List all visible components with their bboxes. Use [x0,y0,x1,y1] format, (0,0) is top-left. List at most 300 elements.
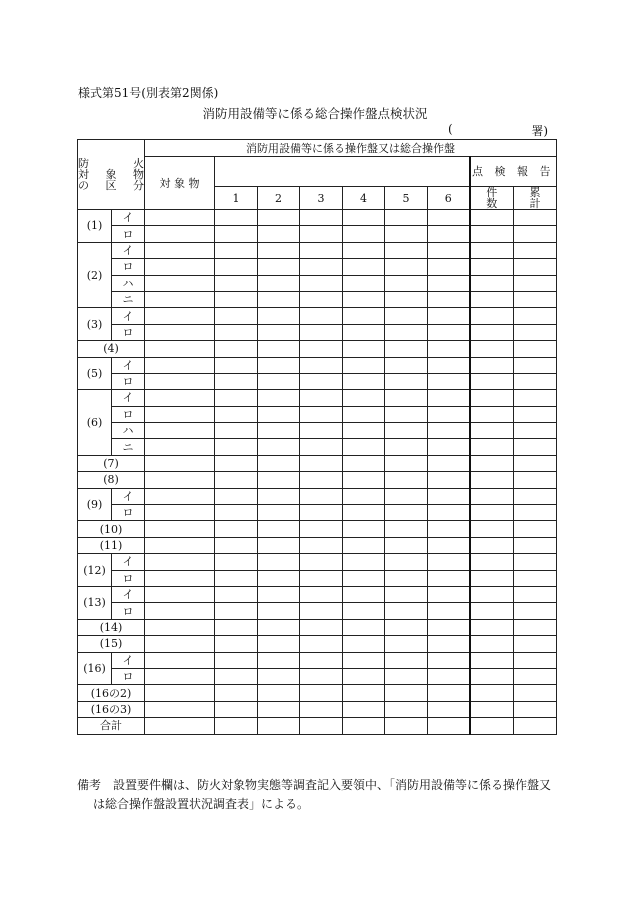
cell-requirement[interactable] [428,455,470,471]
cell-requirement[interactable] [385,619,428,635]
cell-requirement[interactable] [385,308,428,324]
cell-target[interactable] [145,570,215,586]
table-row [78,701,557,717]
cell-cumulative[interactable] [514,275,557,291]
cell-requirement[interactable] [258,668,300,684]
cell-cumulative[interactable] [514,505,557,521]
cell-requirement[interactable] [215,668,258,684]
cell-cumulative[interactable] [514,685,557,701]
cell-requirement[interactable] [258,570,300,586]
cell-target[interactable] [145,439,215,455]
cell-requirement[interactable] [258,275,300,291]
cell-target[interactable] [145,521,215,537]
cell-requirement[interactable] [343,373,385,389]
cell-requirement[interactable] [300,636,343,652]
cell-requirement[interactable] [385,505,428,521]
cell-target[interactable] [145,406,215,422]
cell-target[interactable] [145,242,215,258]
cell-count[interactable] [470,210,514,226]
cell-requirement[interactable] [385,406,428,422]
cell-requirement[interactable] [258,455,300,471]
cell-requirement[interactable] [215,324,258,340]
cell-requirement[interactable] [215,701,258,717]
cell-requirement[interactable] [215,406,258,422]
cell-requirement[interactable] [385,652,428,668]
cell-requirement[interactable] [428,619,470,635]
cell-cumulative[interactable] [514,455,557,471]
cell-target[interactable] [145,685,215,701]
cell-requirement[interactable] [343,603,385,619]
cell-count[interactable] [470,685,514,701]
cell-target[interactable] [145,619,215,635]
cell-cumulative[interactable] [514,652,557,668]
cell-requirement[interactable] [428,488,470,504]
cell-requirement[interactable] [300,668,343,684]
cell-count[interactable] [470,357,514,373]
cell-requirement[interactable] [258,390,300,406]
cell-requirement[interactable] [343,275,385,291]
cell-count[interactable] [470,455,514,471]
cell-requirement[interactable] [300,275,343,291]
cell-requirement[interactable] [300,718,343,734]
cell-requirement[interactable] [385,718,428,734]
cell-requirement[interactable] [215,210,258,226]
cell-requirement[interactable] [428,505,470,521]
cell-requirement[interactable] [343,390,385,406]
cell-requirement[interactable] [300,488,343,504]
cell-requirement[interactable] [215,275,258,291]
cell-requirement[interactable] [258,226,300,242]
cell-requirement[interactable] [428,472,470,488]
cell-count[interactable] [470,275,514,291]
cell-count[interactable] [470,291,514,307]
cell-requirement[interactable] [428,701,470,717]
cell-requirement[interactable] [385,685,428,701]
cell-count[interactable] [470,373,514,389]
cell-count[interactable] [470,554,514,570]
cell-requirement[interactable] [428,570,470,586]
cell-requirement[interactable] [258,472,300,488]
cell-target[interactable] [145,701,215,717]
cell-requirement[interactable] [300,406,343,422]
cell-count[interactable] [470,324,514,340]
cell-requirement[interactable] [385,226,428,242]
cell-count[interactable] [470,586,514,602]
cell-requirement[interactable] [258,439,300,455]
cell-requirement[interactable] [385,636,428,652]
cell-requirement[interactable] [300,242,343,258]
cell-requirement[interactable] [428,226,470,242]
cell-requirement[interactable] [428,423,470,439]
cell-requirement[interactable] [258,488,300,504]
cell-count[interactable] [470,226,514,242]
cell-target[interactable] [145,390,215,406]
cell-target[interactable] [145,472,215,488]
cell-requirement[interactable] [428,586,470,602]
cell-requirement[interactable] [215,373,258,389]
cell-cumulative[interactable] [514,521,557,537]
cell-target[interactable] [145,275,215,291]
cell-requirement[interactable] [215,242,258,258]
cell-requirement[interactable] [428,718,470,734]
cell-target[interactable] [145,291,215,307]
cell-target[interactable] [145,324,215,340]
cell-cumulative[interactable] [514,586,557,602]
cell-requirement[interactable] [300,521,343,537]
cell-requirement[interactable] [300,373,343,389]
cell-requirement[interactable] [258,586,300,602]
cell-requirement[interactable] [258,718,300,734]
cell-count[interactable] [470,603,514,619]
cell-requirement[interactable] [385,390,428,406]
cell-requirement[interactable] [343,685,385,701]
cell-target[interactable] [145,537,215,553]
cell-target[interactable] [145,668,215,684]
cell-requirement[interactable] [428,210,470,226]
cell-requirement[interactable] [215,259,258,275]
cell-requirement[interactable] [258,619,300,635]
cell-requirement[interactable] [300,439,343,455]
cell-target[interactable] [145,455,215,471]
cell-target[interactable] [145,488,215,504]
cell-requirement[interactable] [215,308,258,324]
cell-requirement[interactable] [258,291,300,307]
cell-requirement[interactable] [300,308,343,324]
cell-requirement[interactable] [300,291,343,307]
cell-count[interactable] [470,423,514,439]
cell-cumulative[interactable] [514,390,557,406]
cell-requirement[interactable] [343,570,385,586]
cell-requirement[interactable] [385,554,428,570]
cell-cumulative[interactable] [514,324,557,340]
cell-requirement[interactable] [215,472,258,488]
cell-target[interactable] [145,603,215,619]
cell-requirement[interactable] [258,636,300,652]
cell-requirement[interactable] [428,636,470,652]
cell-cumulative[interactable] [514,619,557,635]
cell-count[interactable] [470,259,514,275]
cell-requirement[interactable] [343,406,385,422]
cell-requirement[interactable] [343,324,385,340]
cell-requirement[interactable] [215,554,258,570]
cell-requirement[interactable] [215,341,258,357]
cell-count[interactable] [470,390,514,406]
cell-target[interactable] [145,586,215,602]
cell-requirement[interactable] [428,242,470,258]
cell-requirement[interactable] [343,242,385,258]
req-col-1: 1 [215,187,258,210]
cell-requirement[interactable] [428,537,470,553]
cell-cumulative[interactable] [514,373,557,389]
cell-requirement[interactable] [258,603,300,619]
cell-count[interactable] [470,439,514,455]
cell-target[interactable] [145,357,215,373]
cell-requirement[interactable] [343,488,385,504]
cell-requirement[interactable] [428,324,470,340]
cell-requirement[interactable] [300,455,343,471]
cell-cumulative[interactable] [514,718,557,734]
report-header: 点 検 報 告 [470,157,557,187]
cell-requirement[interactable] [258,701,300,717]
cell-requirement[interactable] [343,505,385,521]
cell-requirement[interactable] [215,455,258,471]
cell-requirement[interactable] [215,652,258,668]
cell-requirement[interactable] [215,291,258,307]
cell-requirement[interactable] [300,357,343,373]
cell-count[interactable] [470,308,514,324]
cell-requirement[interactable] [385,488,428,504]
cell-requirement[interactable] [428,357,470,373]
cell-requirement[interactable] [343,455,385,471]
cell-count[interactable] [470,242,514,258]
cell-requirement[interactable] [215,570,258,586]
cell-requirement[interactable] [215,226,258,242]
cell-requirement[interactable] [300,505,343,521]
cell-requirement[interactable] [300,259,343,275]
cell-requirement[interactable] [385,521,428,537]
cell-cumulative[interactable] [514,439,557,455]
cell-requirement[interactable] [343,259,385,275]
cell-cumulative[interactable] [514,537,557,553]
cell-requirement[interactable] [300,685,343,701]
cell-count[interactable] [470,652,514,668]
cell-requirement[interactable] [428,652,470,668]
cell-cumulative[interactable] [514,701,557,717]
cell-requirement[interactable] [343,718,385,734]
cell-target[interactable] [145,341,215,357]
cell-cumulative[interactable] [514,488,557,504]
cell-cumulative[interactable] [514,357,557,373]
cell-requirement[interactable] [385,701,428,717]
cell-requirement[interactable] [428,291,470,307]
cell-requirement[interactable] [385,275,428,291]
cell-requirement[interactable] [258,373,300,389]
cell-target[interactable] [145,505,215,521]
table-row [78,505,557,521]
cell-requirement[interactable] [215,423,258,439]
cell-cumulative[interactable] [514,406,557,422]
cell-requirement[interactable] [385,668,428,684]
fire-class-label: (7) [78,455,145,471]
cell-requirement[interactable] [385,586,428,602]
cell-requirement[interactable] [385,455,428,471]
cell-count[interactable] [470,619,514,635]
cell-requirement[interactable] [343,210,385,226]
cell-requirement[interactable] [300,226,343,242]
cell-requirement[interactable] [343,226,385,242]
cell-requirement[interactable] [258,341,300,357]
cell-requirement[interactable] [258,324,300,340]
cell-count[interactable] [470,488,514,504]
cell-requirement[interactable] [385,324,428,340]
cell-target[interactable] [145,423,215,439]
cell-requirement[interactable] [215,718,258,734]
cell-cumulative[interactable] [514,242,557,258]
cell-requirement[interactable] [385,210,428,226]
cell-requirement[interactable] [215,439,258,455]
cell-requirement[interactable] [300,554,343,570]
cell-requirement[interactable] [258,406,300,422]
cell-count[interactable] [470,406,514,422]
cell-requirement[interactable] [428,406,470,422]
cumulative-header: 累 計 [514,187,557,210]
cell-requirement[interactable] [300,210,343,226]
table-row [78,423,557,439]
cell-count[interactable] [470,701,514,717]
cell-cumulative[interactable] [514,308,557,324]
cell-requirement[interactable] [428,685,470,701]
cell-count[interactable] [470,472,514,488]
cell-cumulative[interactable] [514,291,557,307]
cell-target[interactable] [145,718,215,734]
cell-requirement[interactable] [385,341,428,357]
cell-target[interactable] [145,226,215,242]
cell-count[interactable] [470,668,514,684]
cell-cumulative[interactable] [514,668,557,684]
cell-requirement[interactable] [343,472,385,488]
cell-requirement[interactable] [428,603,470,619]
cell-requirement[interactable] [215,685,258,701]
cell-requirement[interactable] [385,423,428,439]
cell-cumulative[interactable] [514,570,557,586]
cell-requirement[interactable] [428,668,470,684]
cell-count[interactable] [470,718,514,734]
cell-requirement[interactable] [300,537,343,553]
cell-requirement[interactable] [428,275,470,291]
cell-requirement[interactable] [343,701,385,717]
cell-requirement[interactable] [343,341,385,357]
cell-requirement[interactable] [385,472,428,488]
cell-requirement[interactable] [258,537,300,553]
cell-requirement[interactable] [343,554,385,570]
cell-requirement[interactable] [428,259,470,275]
cell-requirement[interactable] [385,603,428,619]
cell-cumulative[interactable] [514,210,557,226]
cell-requirement[interactable] [258,210,300,226]
cell-requirement[interactable] [258,259,300,275]
cell-requirement[interactable] [385,570,428,586]
cell-requirement[interactable] [385,537,428,553]
cell-target[interactable] [145,652,215,668]
cell-requirement[interactable] [300,472,343,488]
cell-requirement[interactable] [300,423,343,439]
cell-requirement[interactable] [258,242,300,258]
cell-cumulative[interactable] [514,554,557,570]
cell-requirement[interactable] [343,291,385,307]
fire-class-label: (3) [78,308,112,341]
cell-requirement[interactable] [215,636,258,652]
cell-requirement[interactable] [428,373,470,389]
cell-requirement[interactable] [385,373,428,389]
cell-requirement[interactable] [343,619,385,635]
cell-requirement[interactable] [343,521,385,537]
cell-requirement[interactable] [428,308,470,324]
cell-target[interactable] [145,373,215,389]
cell-cumulative[interactable] [514,341,557,357]
cell-requirement[interactable] [385,259,428,275]
cell-requirement[interactable] [343,586,385,602]
cell-requirement[interactable] [215,390,258,406]
cell-requirement[interactable] [300,619,343,635]
cell-requirement[interactable] [343,308,385,324]
cell-cumulative[interactable] [514,472,557,488]
cell-requirement[interactable] [258,505,300,521]
cell-requirement[interactable] [343,423,385,439]
cell-target[interactable] [145,554,215,570]
cell-requirement[interactable] [258,423,300,439]
cell-requirement[interactable] [300,586,343,602]
cell-requirement[interactable] [343,439,385,455]
fire-class-label: (9) [78,488,112,521]
cell-count[interactable] [470,341,514,357]
cell-target[interactable] [145,210,215,226]
cell-count[interactable] [470,521,514,537]
cell-target[interactable] [145,308,215,324]
cell-count[interactable] [470,505,514,521]
cell-requirement[interactable] [215,488,258,504]
cell-cumulative[interactable] [514,423,557,439]
cell-requirement[interactable] [258,521,300,537]
cell-requirement[interactable] [215,505,258,521]
cell-requirement[interactable] [300,603,343,619]
cell-requirement[interactable] [215,586,258,602]
cell-requirement[interactable] [258,308,300,324]
cell-requirement[interactable] [300,652,343,668]
cell-requirement[interactable] [343,537,385,553]
cell-requirement[interactable] [258,357,300,373]
cell-requirement[interactable] [428,439,470,455]
cell-requirement[interactable] [300,701,343,717]
cell-requirement[interactable] [258,685,300,701]
cell-requirement[interactable] [343,636,385,652]
cell-requirement[interactable] [258,652,300,668]
cell-requirement[interactable] [428,341,470,357]
sub-class-label: ロ [112,226,145,242]
cell-requirement[interactable] [215,537,258,553]
cell-requirement[interactable] [215,619,258,635]
cell-requirement[interactable] [385,291,428,307]
cell-count[interactable] [470,537,514,553]
cell-cumulative[interactable] [514,226,557,242]
cell-requirement[interactable] [258,554,300,570]
sub-class-label: ロ [112,668,145,684]
cell-cumulative[interactable] [514,603,557,619]
cell-requirement[interactable] [300,570,343,586]
cell-requirement[interactable] [385,439,428,455]
cell-requirement[interactable] [300,341,343,357]
cell-requirement[interactable] [300,324,343,340]
cell-requirement[interactable] [343,668,385,684]
cell-requirement[interactable] [428,390,470,406]
cell-target[interactable] [145,636,215,652]
cell-requirement[interactable] [343,652,385,668]
cell-requirement[interactable] [343,357,385,373]
cell-requirement[interactable] [215,521,258,537]
cell-cumulative[interactable] [514,636,557,652]
cell-requirement[interactable] [215,357,258,373]
cell-requirement[interactable] [428,554,470,570]
cell-requirement[interactable] [385,357,428,373]
cell-count[interactable] [470,636,514,652]
cell-requirement[interactable] [215,603,258,619]
cell-target[interactable] [145,259,215,275]
cell-requirement[interactable] [385,242,428,258]
cell-count[interactable] [470,570,514,586]
sub-class-label: イ [112,210,145,226]
cell-requirement[interactable] [428,521,470,537]
cell-requirement[interactable] [300,390,343,406]
cell-cumulative[interactable] [514,259,557,275]
